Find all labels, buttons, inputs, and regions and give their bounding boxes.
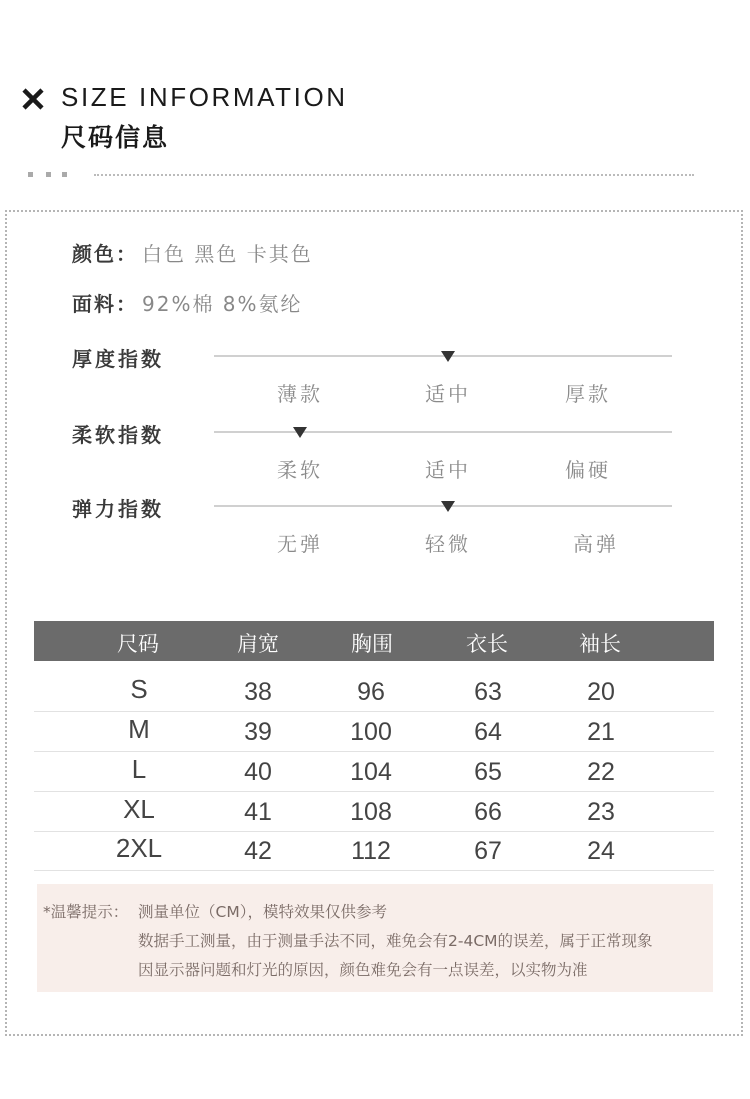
- cell-length: 64: [474, 718, 502, 746]
- cell-sleeve: 23: [587, 798, 615, 826]
- fabric-value: 92%棉 8%氨纶: [142, 292, 303, 316]
- table-row: [34, 672, 714, 712]
- dotted-divider: [28, 172, 668, 178]
- header-length: 衣长: [466, 632, 508, 656]
- thickness-option-thin: 薄款: [277, 382, 323, 406]
- softness-scale-label: 柔软指数: [72, 423, 164, 447]
- cell-length: 65: [474, 758, 502, 786]
- size-info-title-en: SIZE INFORMATION: [61, 82, 348, 112]
- cell-sleeve: 24: [587, 837, 615, 865]
- size-info-title-cn: 尺码信息: [61, 123, 170, 152]
- cell-length: 66: [474, 798, 502, 826]
- elasticity-scale-label: 弹力指数: [72, 497, 164, 521]
- cell-chest: 108: [350, 798, 392, 826]
- thickness-option-thick: 厚款: [565, 382, 611, 406]
- thickness-scale-label: 厚度指数: [72, 347, 164, 371]
- cell-length: 63: [474, 678, 502, 706]
- header-size: 尺码: [117, 632, 159, 656]
- color-label: 颜色：: [72, 242, 138, 266]
- cell-chest: 104: [350, 758, 392, 786]
- fabric-attribute: [72, 288, 303, 317]
- cell-sleeve: 21: [587, 718, 615, 746]
- table-row: [34, 712, 714, 752]
- cell-shoulder: 41: [244, 798, 272, 826]
- cell-chest: 112: [351, 837, 391, 865]
- cell-chest: 100: [350, 718, 392, 746]
- tips-line-3: 因显示器问题和灯光的原因，颜色难免会有一点误差，以实物为准: [138, 961, 588, 979]
- header-shoulder: 肩宽: [237, 632, 279, 656]
- color-value: 白色 黑色 卡其色: [142, 242, 313, 266]
- cell-sleeve: 22: [587, 758, 615, 786]
- thickness-option-medium: 适中: [425, 382, 471, 406]
- color-attribute: [72, 238, 313, 267]
- tips-line-2: 数据手工测量，由于测量手法不同，难免会有2-4CM的误差，属于正常现象: [138, 932, 653, 950]
- cell-size: 2XL: [115, 833, 163, 863]
- elasticity-option-high: 高弹: [573, 532, 619, 556]
- cell-chest: 96: [357, 678, 385, 706]
- cell-shoulder: 39: [244, 718, 272, 746]
- table-row: [34, 831, 714, 871]
- tips-line-1: 测量单位（CM），模特效果仅供参考: [138, 903, 387, 921]
- fabric-label: 面料：: [72, 292, 138, 316]
- softness-scale-track: [214, 431, 672, 433]
- header-sleeve: 袖长: [579, 632, 621, 656]
- softness-option-hard: 偏硬: [565, 458, 611, 482]
- cell-shoulder: 40: [244, 758, 272, 786]
- elasticity-option-slight: 轻微: [425, 532, 471, 556]
- elasticity-marker-icon: [441, 501, 455, 512]
- tips-prefix: *温馨提示：: [43, 903, 129, 921]
- cell-shoulder: 38: [244, 678, 272, 706]
- cell-size: L: [131, 754, 147, 784]
- thickness-marker-icon: [441, 351, 455, 362]
- table-row: [34, 752, 714, 792]
- cell-shoulder: 42: [244, 837, 272, 865]
- cell-size: S: [130, 674, 148, 704]
- softness-option-medium: 适中: [425, 458, 471, 482]
- close-x-icon: [20, 86, 46, 112]
- table-row: [34, 792, 714, 832]
- cell-size: XL: [123, 794, 155, 824]
- cell-size: M: [128, 714, 150, 744]
- tips-box: [37, 884, 713, 992]
- elasticity-option-none: 无弹: [277, 532, 323, 556]
- cell-sleeve: 20: [587, 678, 615, 706]
- cell-length: 67: [474, 837, 502, 865]
- softness-option-soft: 柔软: [277, 458, 323, 482]
- size-table-header: [34, 621, 714, 661]
- softness-marker-icon: [293, 427, 307, 438]
- header-chest: 胸围: [351, 632, 393, 656]
